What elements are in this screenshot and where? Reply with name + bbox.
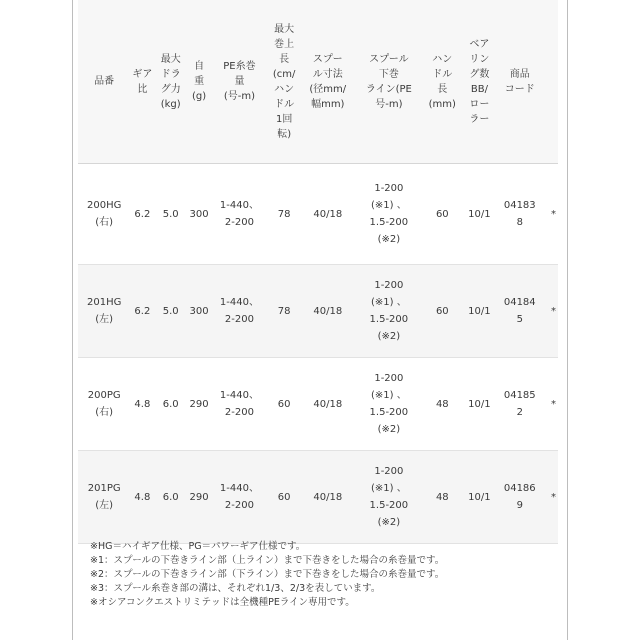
header-gear-ratio: ギア 比 bbox=[130, 0, 154, 164]
cell-mark: * bbox=[543, 358, 558, 451]
cell-spool-size: 40/18 bbox=[301, 164, 356, 265]
cell-gear-ratio: 4.8 bbox=[130, 451, 154, 544]
cell-max-retrieve: 78 bbox=[268, 164, 301, 265]
cell-product-code: 04184 5 bbox=[497, 265, 543, 358]
cell-mark: * bbox=[543, 265, 558, 358]
cell-bearings: 10/1 bbox=[462, 164, 497, 265]
cell-mark: * bbox=[543, 164, 558, 265]
cell-spool-size: 40/18 bbox=[301, 358, 356, 451]
cell-product-code: 04183 8 bbox=[497, 164, 543, 265]
header-max-drag: 最大 ドラ グ力 (kg) bbox=[154, 0, 187, 164]
cell-max-retrieve: 60 bbox=[268, 358, 301, 451]
cell-spool-underline: 1-200 (※1) 、 1.5-200 (※2) bbox=[355, 164, 423, 265]
cell-max-retrieve: 60 bbox=[268, 451, 301, 544]
footnote-1: ※1：スプールの下巻きライン部（上ライン）まで下巻きをした場合の糸巻量です。 bbox=[90, 555, 445, 566]
header-bearings: ベア リン グ数 BB/ ロー ラー bbox=[462, 0, 497, 164]
table-row bbox=[78, 451, 558, 544]
cell-handle-length: 48 bbox=[423, 358, 462, 451]
cell-spool-underline: 1-200 (※1) 、 1.5-200 (※2) bbox=[355, 265, 423, 358]
cell-bearings: 10/1 bbox=[462, 451, 497, 544]
cell-handle-length: 48 bbox=[423, 451, 462, 544]
cell-mark: * bbox=[543, 451, 558, 544]
footnote-3: ※3：スプール糸巻き部の溝は、それぞれ1/3、2/3を表しています。 bbox=[90, 583, 381, 594]
footnote-gear: ※HG＝ハイギア仕様、PG＝パワーギア仕様です。 bbox=[90, 541, 306, 552]
frame-left-border bbox=[72, 0, 73, 640]
header-spool-size: スプー ル寸法 (径mm/ 幅mm) bbox=[301, 0, 356, 164]
cell-spool-size: 40/18 bbox=[301, 451, 356, 544]
cell-max-drag: 5.0 bbox=[154, 265, 187, 358]
spec-table bbox=[78, 0, 558, 544]
cell-model: 201HG (左) bbox=[78, 265, 130, 358]
header-product-code: 商品 コード bbox=[497, 0, 543, 164]
cell-gear-ratio: 4.8 bbox=[130, 358, 154, 451]
cell-handle-length: 60 bbox=[423, 265, 462, 358]
cell-max-retrieve: 78 bbox=[268, 265, 301, 358]
header-max-retrieve: 最大 巻上 長 (cm/ ハン ドル 1回 転) bbox=[268, 0, 301, 164]
table-row bbox=[78, 164, 558, 265]
header-mark bbox=[543, 0, 558, 164]
cell-pe-capacity: 1-440、 2-200 bbox=[211, 265, 268, 358]
table-row bbox=[78, 265, 558, 358]
cell-product-code: 04185 2 bbox=[497, 358, 543, 451]
footnote-2: ※2：スプールの下巻きライン部（下ライン）まで下巻きをした場合の糸巻量です。 bbox=[90, 569, 445, 580]
cell-pe-capacity: 1-440、 2-200 bbox=[211, 358, 268, 451]
cell-gear-ratio: 6.2 bbox=[130, 265, 154, 358]
table-header-row bbox=[78, 0, 558, 164]
cell-product-code: 04186 9 bbox=[497, 451, 543, 544]
cell-weight: 290 bbox=[187, 451, 211, 544]
header-spool-underline: スプール 下巻 ライン(PE 号-m) bbox=[355, 0, 423, 164]
cell-model: 200HG (右) bbox=[78, 164, 130, 265]
cell-gear-ratio: 6.2 bbox=[130, 164, 154, 265]
footnotes bbox=[90, 540, 565, 610]
cell-weight: 300 bbox=[187, 164, 211, 265]
header-model: 品番 bbox=[78, 0, 130, 164]
cell-max-drag: 5.0 bbox=[154, 164, 187, 265]
cell-max-drag: 6.0 bbox=[154, 358, 187, 451]
cell-model: 200PG (右) bbox=[78, 358, 130, 451]
cell-spool-underline: 1-200 (※1) 、 1.5-200 (※2) bbox=[355, 358, 423, 451]
header-handle-length: ハン ドル 長 (mm) bbox=[423, 0, 462, 164]
cell-bearings: 10/1 bbox=[462, 358, 497, 451]
cell-max-drag: 6.0 bbox=[154, 451, 187, 544]
header-pe-capacity: PE糸巻 量 (号-m) bbox=[211, 0, 268, 164]
frame-right-border bbox=[567, 0, 568, 640]
footnote-pe-only: ※オシアコンクエストリミテッドは全機種PEライン専用です。 bbox=[90, 597, 355, 608]
cell-weight: 300 bbox=[187, 265, 211, 358]
cell-pe-capacity: 1-440、 2-200 bbox=[211, 451, 268, 544]
cell-weight: 290 bbox=[187, 358, 211, 451]
cell-spool-underline: 1-200 (※1) 、 1.5-200 (※2) bbox=[355, 451, 423, 544]
cell-spool-size: 40/18 bbox=[301, 265, 356, 358]
cell-handle-length: 60 bbox=[423, 164, 462, 265]
cell-bearings: 10/1 bbox=[462, 265, 497, 358]
header-weight: 自 重 (g) bbox=[187, 0, 211, 164]
cell-pe-capacity: 1-440、 2-200 bbox=[211, 164, 268, 265]
cell-model: 201PG (左) bbox=[78, 451, 130, 544]
table-row bbox=[78, 358, 558, 451]
